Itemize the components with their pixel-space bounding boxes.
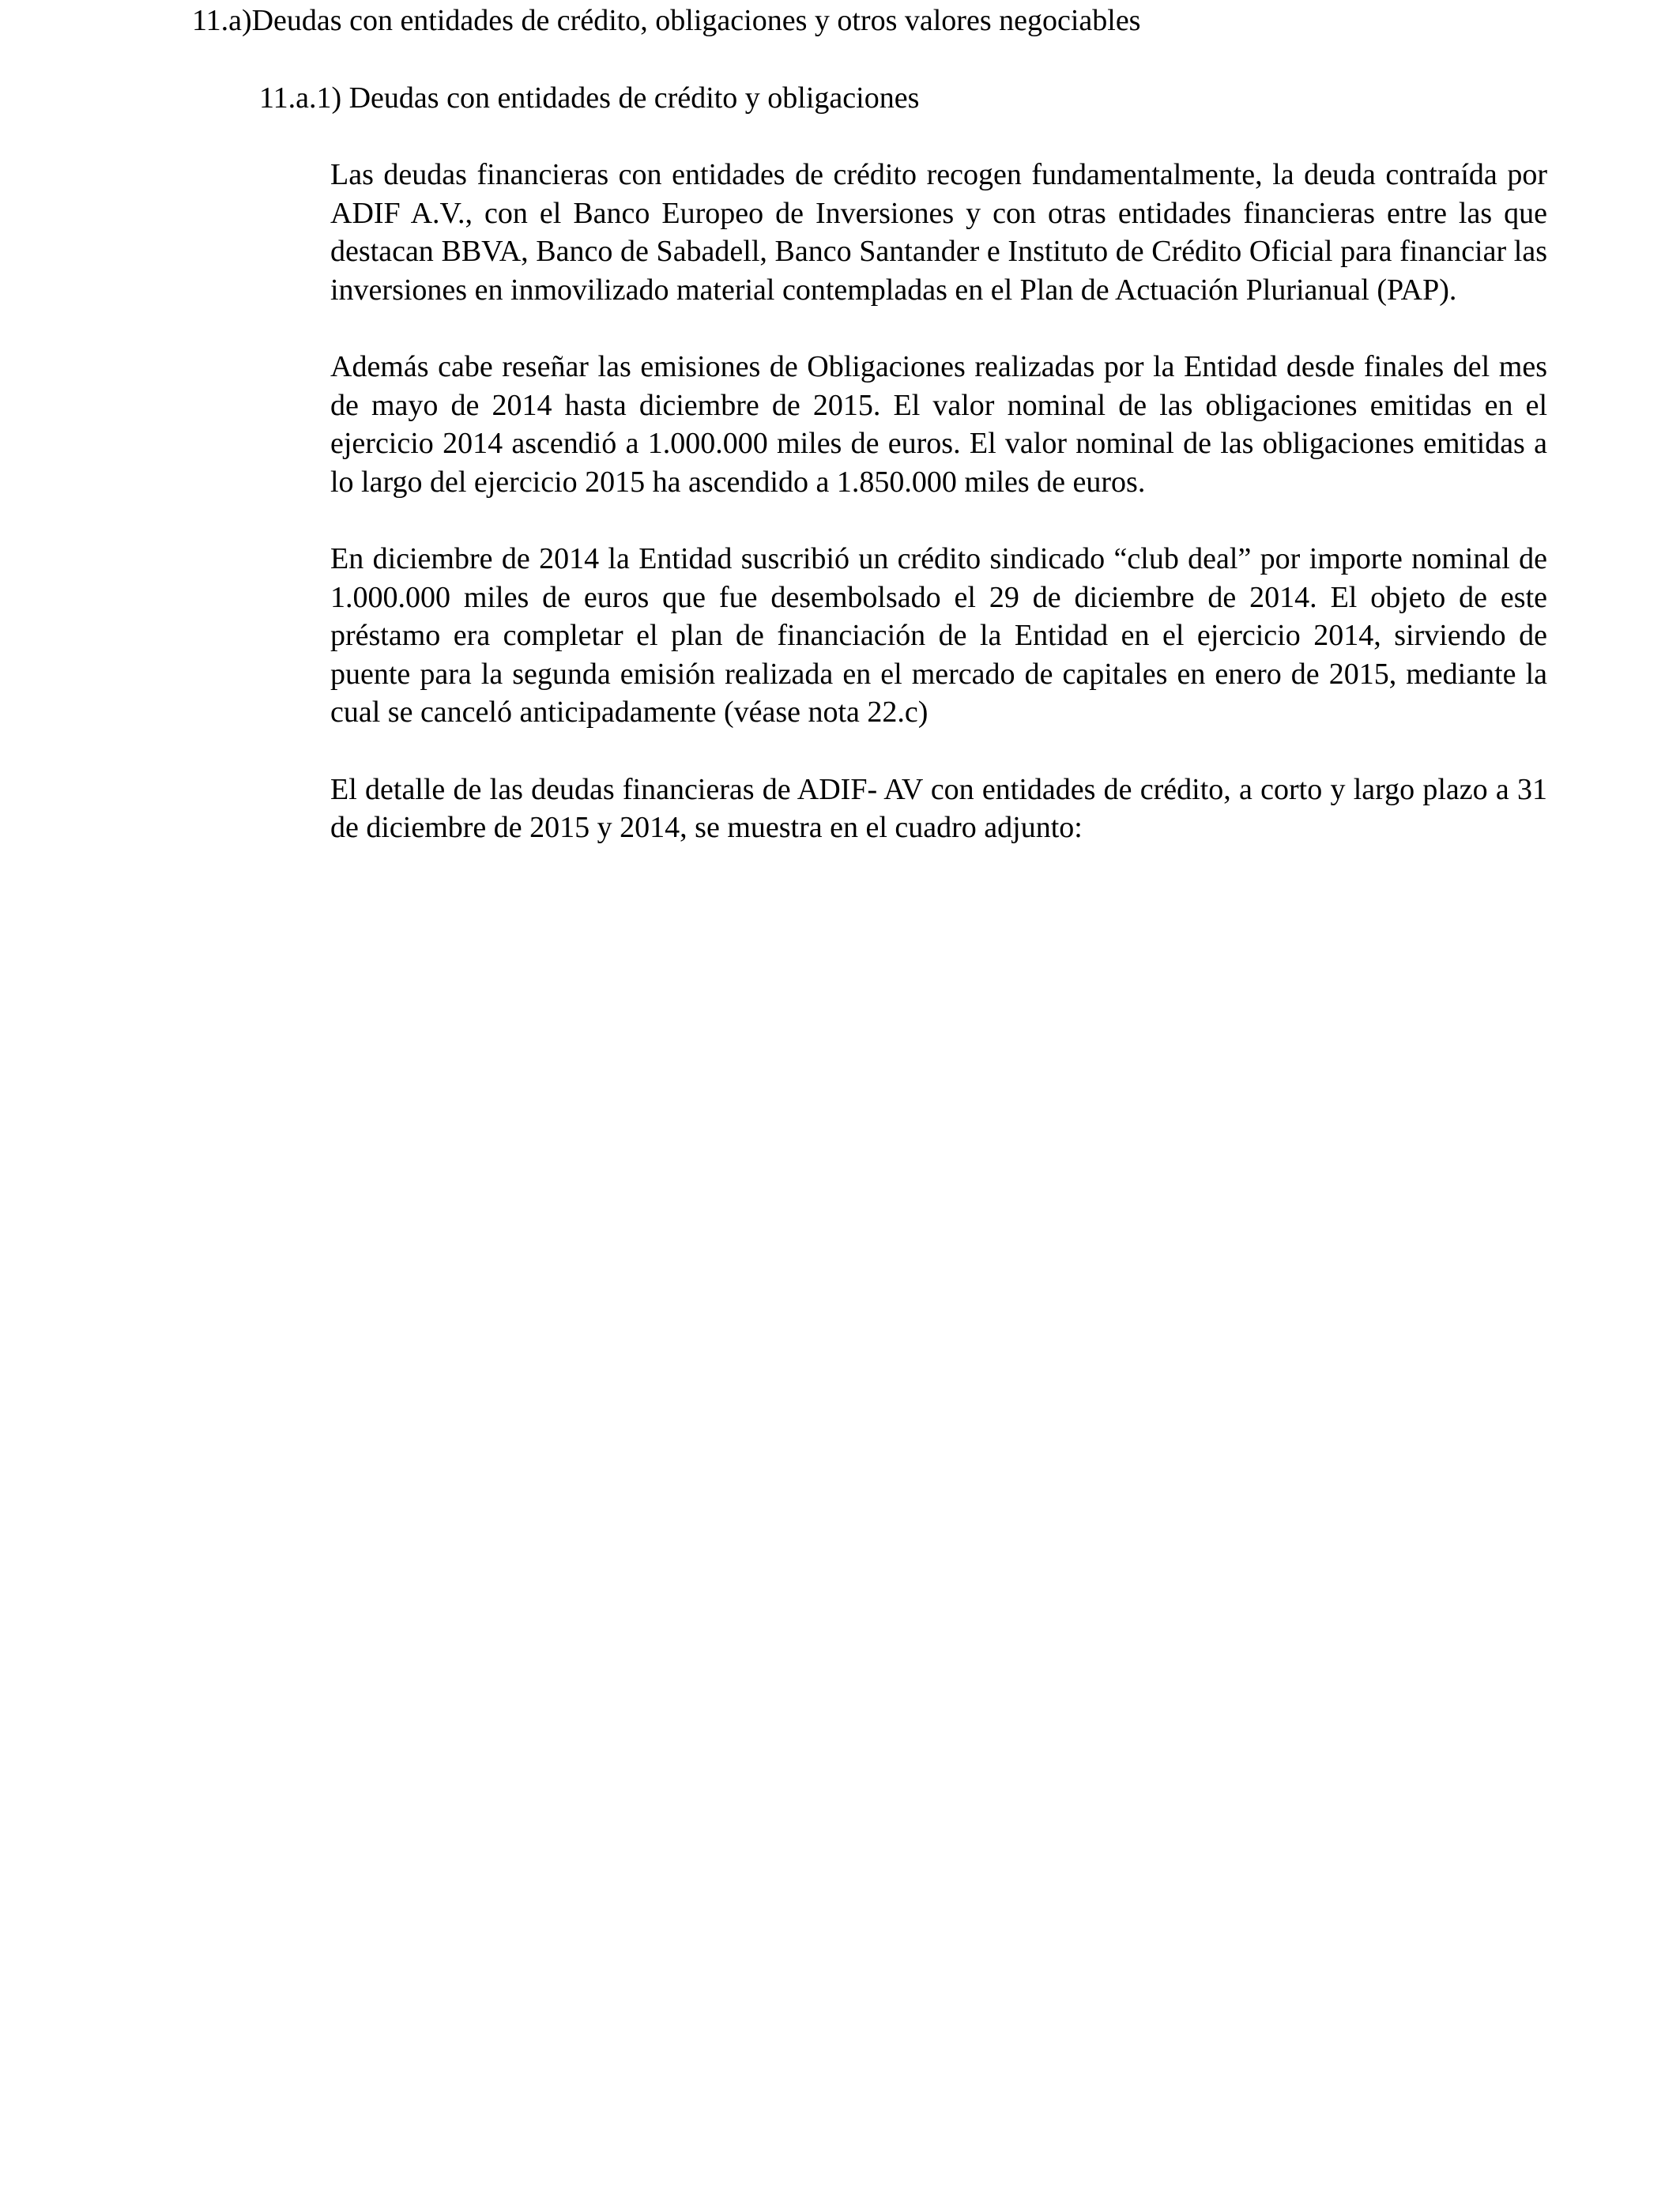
section-heading: 11.a)Deudas con entidades de crédito, obligaciones y otros valores negociables bbox=[192, 4, 1141, 37]
paragraph-detail-intro: El detalle de las deudas financieras de ADIF- AV con entidades de crédito, a corto y largo plazo a 31 de diciembre de 2015 y 2014, se muestra en el cuadro adjunto: bbox=[330, 772, 1547, 844]
document-body bbox=[330, 156, 1547, 886]
subsection-heading: 11.a.1) Deudas con entidades de crédito y obligaciones bbox=[259, 81, 920, 115]
paragraph-syndicated-loan: En diciembre de 2014 la Entidad suscribió un crédito sindicado “club deal” por importe nominal de 1.000.000 miles de euros que fue desembolsado el 29 de diciembre de 2014. El objeto de este préstamo era completar el plan de financiación de la Entidad en el ejercicio 2014, sirviendo de puente para la segunda emisión realizada en el mercado de capitales en enero de 2015, mediante la cual se canceló anticipadamente (véase nota 22.c) bbox=[330, 542, 1547, 729]
paragraph-credit-debts: Las deudas financieras con entidades de crédito recogen fundamentalmente, la deuda contraída por ADIF A.V., con el Banco Europeo de Inversiones y con otras entidades financieras entre las que destacan BBVA, Banco de Sabadell, Banco Santander e Instituto de Crédito Oficial para financiar las inversiones en inmovilizado material contempladas en el Plan de Actuación Plurianual (PAP). bbox=[330, 158, 1547, 307]
paragraph-bond-issues: Además cabe reseñar las emisiones de Obligaciones realizadas por la Entidad desde finales del mes de mayo de 2014 hasta diciembre de 2015. El valor nominal de las obligaciones emitidas en el ejercicio 2014 ascendió a 1.000.000 miles de euros. El valor nominal de las obligaciones emitidas a lo largo del ejercicio 2015 ha ascendido a 1.850.000 miles de euros. bbox=[330, 350, 1547, 499]
